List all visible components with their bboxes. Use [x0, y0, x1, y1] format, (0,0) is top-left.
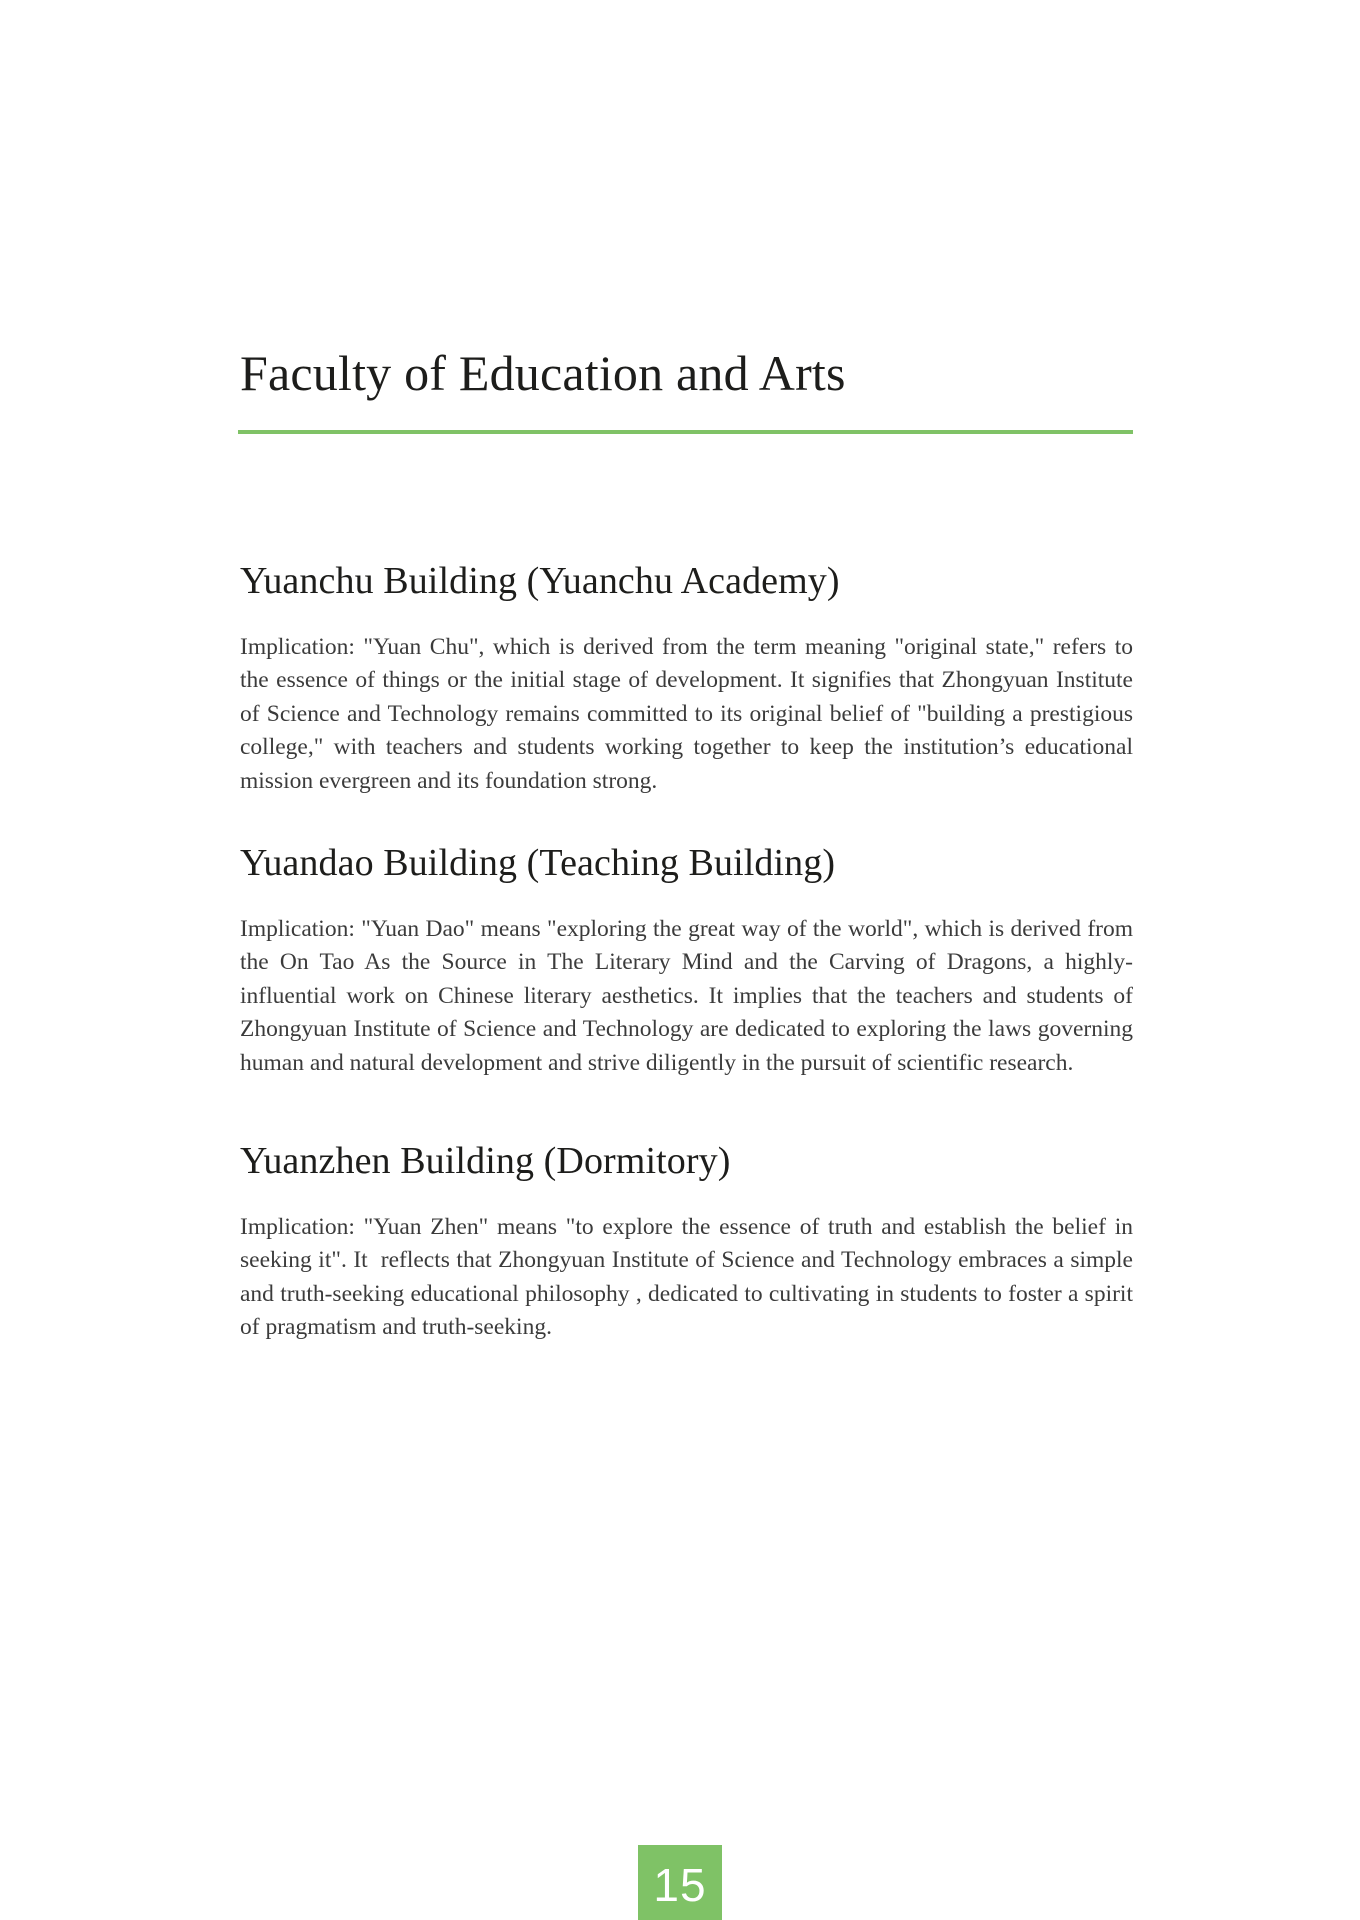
page-title: Faculty of Education and Arts: [240, 345, 846, 401]
section-heading: Yuandao Building (Teaching Building): [240, 842, 836, 885]
section-heading: Yuanzhen Building (Dormitory): [240, 1140, 731, 1183]
section-yuandao-building: [240, 842, 1139, 1080]
page-number-badge: [638, 1845, 722, 1920]
section-yuanzhen-building: [240, 1140, 1139, 1345]
title-divider-rule: [238, 430, 1133, 434]
section-heading: Yuanchu Building (Yuanchu Academy): [240, 560, 840, 602]
section-body-text: Implication: "Yuan Chu", which is derived from the term meaning "original state," refers to the essence of things or the initial stage of development. It signifies that Zhongyuan Institute of Science and Technology remains committed to its original belief of "building a prestigious college," with teachers and students working together to keep the institution’s educational mission evergreen and its foundation strong.: [240, 633, 1139, 794]
section-yuanchu-building: [240, 560, 1139, 798]
page-number-label: 15: [653, 1859, 707, 1911]
section-body-text: Implication: "Yuan Dao" means "exploring the great way of the world", which is derived from the On Tao As the Source in The Literary Mind and the Carving of Dragons, a highly-influential work on Chinese literary aesthetics. It implies that the teachers and students of Zhongyuan Institute of Science and Technology are dedicated to exploring the laws governing human and natural development and strive diligently in the pursuit of scientific research.: [240, 915, 1139, 1076]
section-body-text: Implication: "Yuan Zhen" means "to explore the essence of truth and establish the belief in seeking it". It reflects that Zhongyuan Institute of Science and Technology embraces a simple and truth-seeking educational philosophy , dedicated to cultivating in students to foster a spirit of pragmatism and truth-seeking.: [240, 1213, 1139, 1341]
page-content-column: [240, 0, 1139, 1345]
